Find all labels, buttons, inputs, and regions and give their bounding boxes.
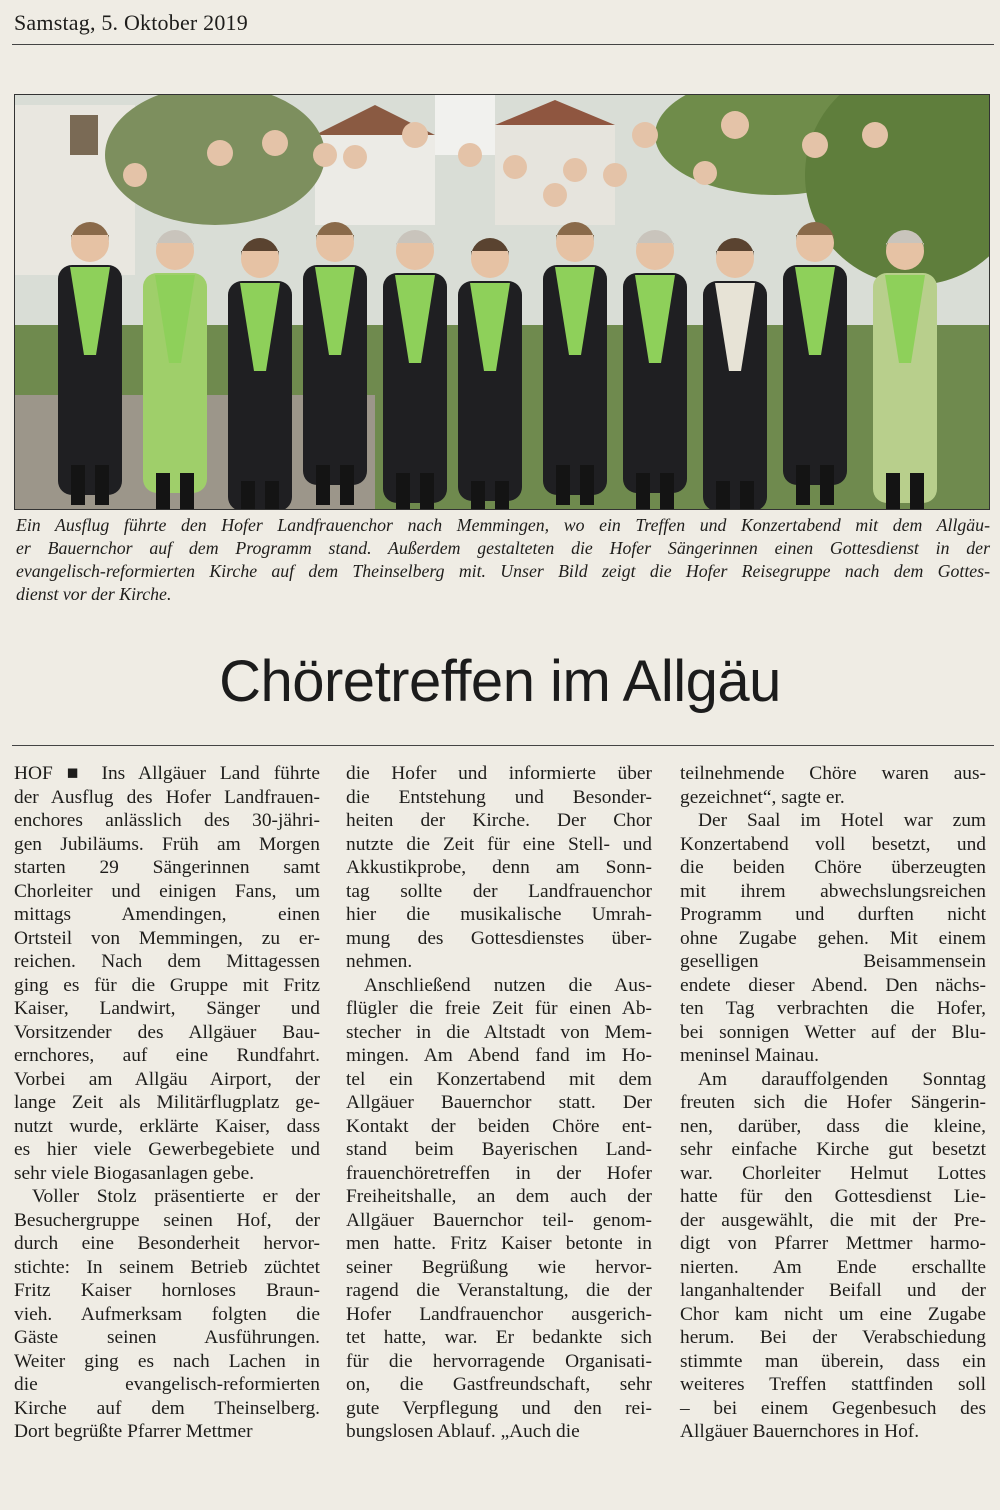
article-line: mingen. Am Abend fand im Ho- [346, 1045, 652, 1066]
article-line: ragend die Veranstaltung, die der [346, 1280, 652, 1301]
article-line: freuten sich die Hofer Sängerin- [680, 1092, 986, 1113]
article-line: mittags Amendingen, einen [14, 904, 320, 925]
article-line: Kirche auf dem Theinselberg. [14, 1397, 320, 1419]
article-line: der Ausflug des Hofer Landfrauen- [14, 786, 320, 808]
photo-caption [16, 514, 990, 606]
article-line: hier die musikalische Umrah- [346, 904, 652, 925]
article-line: weiteres Treffen stattfinden soll [680, 1374, 986, 1395]
article-line: ernchores, auf eine Rundfahrt. [14, 1045, 320, 1066]
article-line: sehr einfache Kirche gut besetzt [680, 1139, 986, 1160]
article-line: die evangelisch-reformierten [14, 1374, 320, 1395]
article-line: die Hofer und informierte über [346, 763, 652, 784]
article-line: nutzte die Zeit für eine Stell- und [346, 833, 652, 855]
article-line: hatte für den Gottesdienst Lie- [680, 1186, 986, 1207]
article-line: tel ein Konzertabend mit dem [346, 1068, 652, 1090]
article-line: Allgäuer Bauernchores in Hof. [680, 1421, 920, 1442]
article-line: bei sonnigen Wetter auf der Blu- [680, 1021, 986, 1043]
article-line: mung des Gottesdienstes über- [346, 927, 652, 949]
article-column-1 [14, 762, 320, 1444]
article-line: nen, darüber, dass die kleine, [680, 1115, 986, 1137]
article-line: stimmte man überein, dass ein [680, 1350, 986, 1372]
article-line: für die hervorragende Organisati- [346, 1350, 652, 1372]
article-line: die Entstehung und Besonder- [346, 786, 652, 808]
article-line: digt von Pfarrer Mettmer harmo- [680, 1233, 986, 1254]
article-line: Anschließend nutzen die Aus- [364, 974, 652, 996]
article-line: der ausgewählt, die mit der Pre- [680, 1209, 986, 1231]
article-line: es hier viele Gewerbegebiete und [14, 1139, 320, 1160]
article-line: Besuchergruppe seinen Hof, der [14, 1209, 320, 1231]
article-line: nehmen. [346, 951, 413, 972]
header-rule [12, 44, 994, 45]
article-line: endete dieser Abend. Den nächs- [680, 974, 986, 996]
article-line: war. Chorleiter Helmut Lottes [680, 1162, 986, 1184]
headline: Chöretreffen im Allgäu [219, 649, 781, 714]
article-line: seiner Begrüßung wie hervor- [346, 1256, 652, 1278]
article-line: Am darauffolgenden Sonntag [698, 1068, 986, 1090]
article-line: Vorbei am Allgäu Airport, der [14, 1068, 320, 1090]
article-line: Gäste seinen Ausführungen. [14, 1327, 320, 1348]
article-line: Freiheitshalle, an dem auch der [346, 1186, 652, 1207]
article-line: Akkustikprobe, denn am Sonn- [346, 857, 652, 878]
article-line: Weiter ging es nach Lachen in [14, 1350, 320, 1372]
article-line: mit ihrem abwechslungsreichen [680, 880, 986, 902]
article-line: starten 29 Sängerinnen samt [14, 857, 320, 878]
article-line: herum. Bei der Verabschiedung [680, 1327, 986, 1348]
caption-line: Ein Ausflug führte den Hofer Landfrauenchor nach Memmingen, wo ein Treffen und Konzertabend mit dem Allgäu- [16, 515, 990, 535]
article-column-2 [346, 762, 652, 1444]
article-line: Hofer Landfrauenchor ausgerich- [346, 1303, 652, 1325]
article-line: lange Zeit als Militärflugplatz ge- [14, 1092, 320, 1113]
article-line: Ortsteil von Memmingen, zu er- [14, 927, 320, 949]
article-line: gezeichnet“, sagte er. [680, 786, 845, 808]
article-line: frauenchöretreffen in der Hofer [346, 1162, 652, 1184]
article-line: on, die Gastfreundschaft, sehr [346, 1374, 652, 1395]
article-line: tag sollte der Landfrauenchor [346, 880, 652, 902]
article-line: tet hatte, war. Er bedankte sich [346, 1327, 652, 1348]
article-line: ging es für die Gruppe mit Fritz [14, 974, 320, 996]
article-line: sehr viele Biogasanlagen gebe. [14, 1162, 255, 1184]
article-line: nierten. Am Ende erschallte [680, 1256, 986, 1278]
article-line: gen Jubiläums. Früh am Morgen [14, 833, 320, 855]
article-line: bungslosen Ablauf. „Auch die [346, 1421, 580, 1442]
article-line: ten Tag verbrachten die Hofer, [680, 998, 986, 1019]
article-line: Chorleiter und einigen Fans, um [14, 880, 320, 902]
caption-line: er Bauernchor auf dem Programm stand. Außerdem gestalteten die Hofer Sängerinnen einen Gottesdienst in der [16, 538, 990, 558]
article-line: stand beim Bayerischen Land- [346, 1139, 652, 1160]
article-line: reichen. Nach dem Mittagessen [14, 951, 320, 972]
article-line: Konzertabend voll besetzt, und [680, 833, 986, 855]
article-line: die beiden Chöre überzeugten [680, 857, 986, 878]
article-line: Dort begrüßte Pfarrer Mettmer [14, 1421, 253, 1442]
article-column-3 [680, 762, 986, 1444]
dateline: Samstag, 5. Oktober 2019 [14, 10, 248, 35]
article-line: durch eine Besonderheit hervor- [14, 1233, 320, 1254]
article-line: vieh. Aufmerksam folgten die [14, 1303, 320, 1325]
article-line: HOF ■ Ins Allgäuer Land führte [14, 763, 320, 784]
choir-group-illustration [15, 95, 989, 509]
article-line: Allgäuer Bauernchor teil- genom- [346, 1209, 652, 1231]
article-line: nutzt wurde, erklärte Kaiser, dass [14, 1115, 320, 1137]
article-line: Kontakt der beiden Chöre ent- [346, 1115, 652, 1137]
article-line: Der Saal im Hotel war zum [698, 810, 986, 831]
article-line: flügler die freie Zeit für einen Ab- [346, 998, 652, 1019]
article-line: Allgäuer Bauernchor statt. Der [346, 1092, 652, 1113]
article-line: enchores anlässlich des 30-jähri- [14, 810, 320, 831]
caption-line: evangelisch-reformierten Kirche auf dem Theinselberg mit. Unser Bild zeigt die Hofer Reisegruppe nach dem Gottes- [16, 561, 990, 581]
article-line: Programm und durften nicht [680, 904, 986, 925]
article-line: gute Verpflegung und den rei- [346, 1397, 652, 1419]
group-photo [14, 94, 990, 510]
article-line: Chor kam nicht um eine Zugabe [680, 1303, 986, 1325]
article-line: Voller Stolz präsentierte er der [32, 1186, 320, 1207]
article-line: men hatte. Fritz Kaiser betonte in [346, 1233, 652, 1254]
article-line: teilnehmende Chöre waren aus- [680, 763, 986, 784]
article-line: stecher in die Altstadt von Mem- [346, 1021, 652, 1043]
article-line: Kaiser, Landwirt, Sänger und [14, 998, 320, 1019]
article-line: geselligen Beisammensein [680, 951, 986, 972]
article-line: langanhaltender Beifall und der [680, 1280, 986, 1301]
article-line: ohne Zugabe gehen. Mit einem [680, 927, 986, 949]
caption-line: dienst vor der Kirche. [16, 584, 172, 604]
article-line: Fritz Kaiser hornloses Braun- [14, 1280, 320, 1301]
article-line: heiten der Kirche. Der Chor [346, 810, 652, 831]
article-line: – bei einem Gegenbesuch des [680, 1397, 986, 1419]
article-line: stichte: In seinem Betrieb züchtet [14, 1256, 320, 1278]
headline-rule [12, 745, 994, 746]
article-line: Vorsitzender des Allgäuer Bau- [14, 1021, 320, 1043]
article-line: meninsel Mainau. [680, 1045, 819, 1066]
